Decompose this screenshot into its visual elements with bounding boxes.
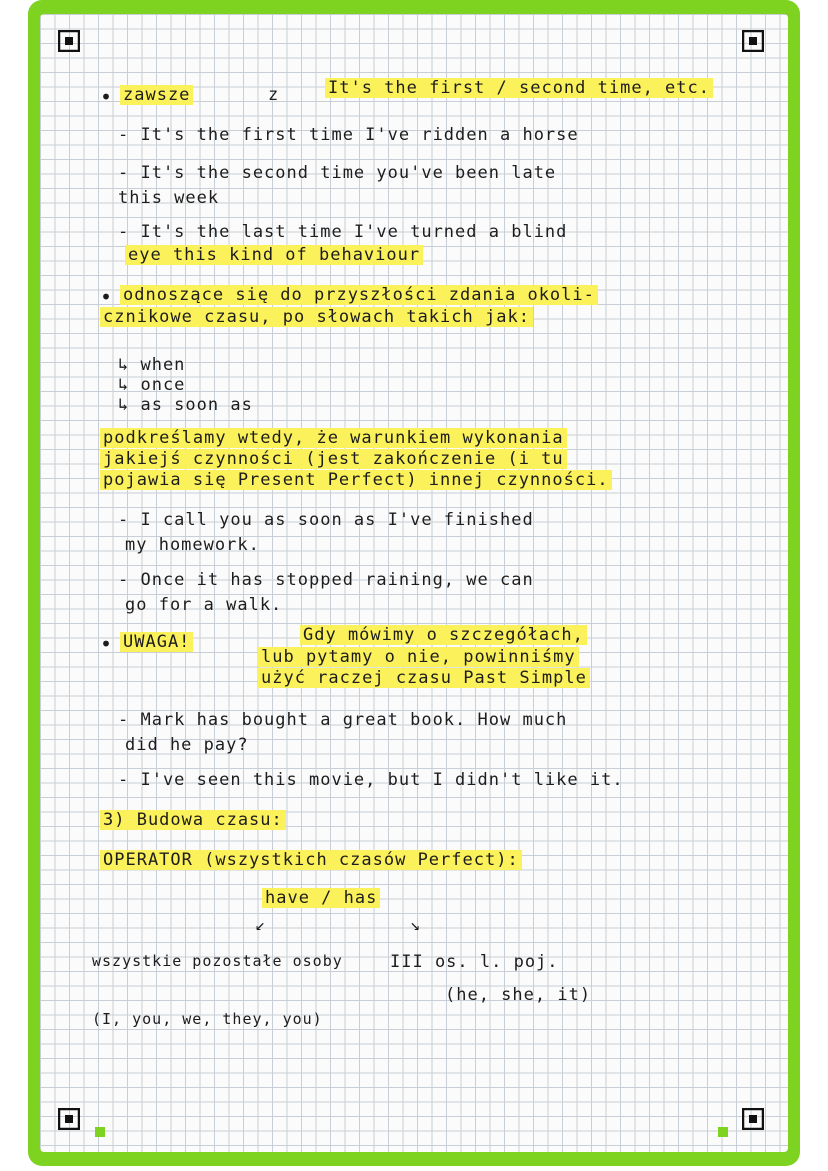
example-blind-eye-2: eye this kind of behaviour xyxy=(125,245,423,265)
green-marker-right xyxy=(718,1127,728,1137)
list-as-soon-as: ↳ as soon as xyxy=(118,395,253,415)
bullet-line-zawsze xyxy=(120,85,193,105)
warning-uwaga: • UWAGA! xyxy=(120,632,193,652)
explanation-3: pojawia się Present Perfect) innej czynności. xyxy=(100,470,612,490)
warning-text-3: użyć raczej czasu Past Simple xyxy=(258,668,590,688)
explanation-1: podkreślamy wtedy, że warunkiem wykonania xyxy=(100,428,567,448)
future-clauses-2: cznikowe czasu, po słowach takich jak: xyxy=(100,307,533,327)
example-movie: - I've seen this movie, but I didn't like it. xyxy=(118,770,624,790)
arrow-left-icon: ↙ xyxy=(255,915,267,935)
corner-marker-bottom-left-icon xyxy=(58,1108,80,1130)
have-has: have / has xyxy=(262,888,380,908)
text-zawsze: zawsze xyxy=(120,85,193,105)
text-first-second-time: It's the first / second time, etc. xyxy=(325,78,713,98)
warning-text-2: lub pytamy o nie, powinniśmy xyxy=(258,647,579,667)
example-ridden-horse: - It's the first time I've ridden a horse xyxy=(118,125,579,145)
arrow-right-icon: ↘ xyxy=(410,915,422,935)
corner-marker-top-right-icon xyxy=(742,30,764,52)
example-blind-eye-1: - It's the last time I've turned a blind xyxy=(118,222,568,242)
green-marker-left xyxy=(95,1127,105,1137)
all-other-persons: wszystkie pozostałe osoby xyxy=(92,952,343,970)
pronouns-third: (he, she, it) xyxy=(445,985,592,1005)
list-once: ↳ once xyxy=(118,375,186,395)
future-clauses-1: • odnoszące się do przyszłości zdania okoli- xyxy=(120,285,598,305)
example-late-2: this week xyxy=(118,188,220,208)
example-raining-1: - Once it has stopped raining, we can xyxy=(118,570,534,590)
example-late-1: - It's the second time you've been late xyxy=(118,163,557,183)
list-when: ↳ when xyxy=(118,355,186,375)
operator-line: OPERATOR (wszystkich czasów Perfect): xyxy=(100,850,522,870)
explanation-2: jakiejś czynności (jest zakończenie (i tu xyxy=(100,449,567,469)
example-book-2: did he pay? xyxy=(125,735,249,755)
example-homework-2: my homework. xyxy=(125,535,260,555)
example-homework-1: - I call you as soon as I've finished xyxy=(118,510,534,530)
pronouns-plural: (I, you, we, they, you) xyxy=(92,1010,323,1028)
corner-marker-top-left-icon xyxy=(58,30,80,52)
text-z: z xyxy=(268,85,280,105)
warning-text-1: Gdy mówimy o szczegółach, xyxy=(300,625,587,645)
corner-marker-bottom-right-icon xyxy=(742,1108,764,1130)
example-raining-2: go for a walk. xyxy=(125,595,283,615)
third-person-singular: III os. l. poj. xyxy=(390,952,559,972)
section-heading-budowa: 3) Budowa czasu: xyxy=(100,810,286,830)
example-book-1: - Mark has bought a great book. How much xyxy=(118,710,568,730)
